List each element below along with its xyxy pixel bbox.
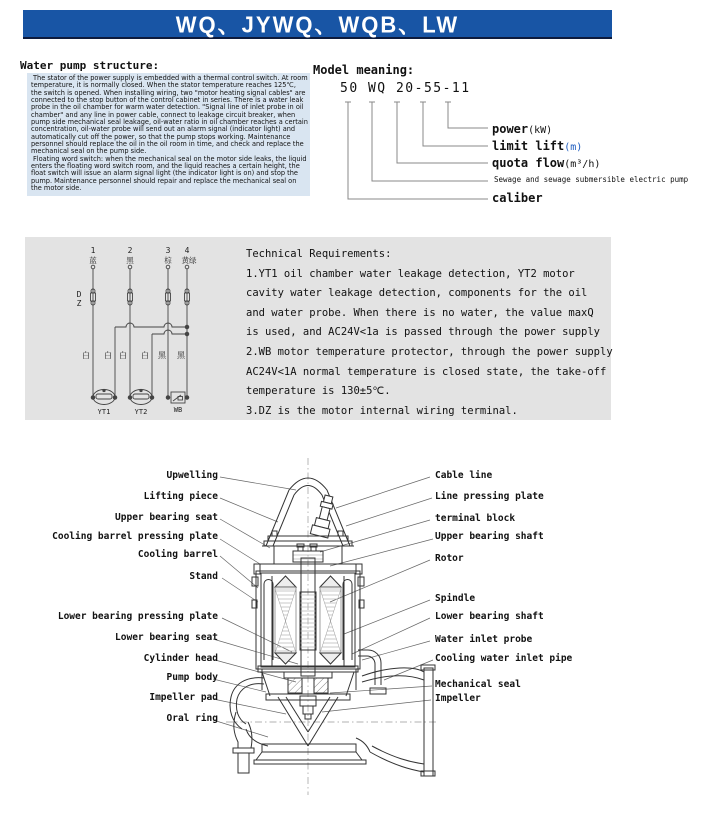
core-label-5: 黑 [158,351,166,360]
label-upper-bearing-seat: Upper bearing seat [115,512,218,523]
label-cooling-water-inlet-pipe: Cooling water inlet pipe [435,653,573,664]
model-code: 50 WQ 20-55-11 [340,81,471,96]
label-lower-bearing-pressing-plate: Lower bearing pressing plate [57,611,218,622]
wb-label: WB [173,406,183,414]
model-meaning-heading: Model meaning: [313,63,415,77]
label-lower-bearing-seat: Lower bearing seat [115,632,218,643]
model-label-pump-type: Sewage and sewage submersible electric pump [494,175,689,184]
model-label-caliber: caliber [492,191,543,205]
core-label-3: 白 [119,351,127,360]
label-line-pressing-plate: Line pressing plate [435,491,544,502]
model-label-power: power(kW) [492,122,553,136]
label-mechanical-seal: Mechanical seal [435,679,521,690]
label-stand: Stand [189,571,218,582]
model-label-quota-flow: quota flow(m³/h) [492,156,601,170]
left-outlet-pipe [230,678,264,773]
tech-line: is used, and AC24V<1a is passed through the power supply [246,326,601,339]
terminal-number-3: 3 [165,246,171,255]
label-cable-line: Cable line [435,470,493,481]
tech-line: and water probe. When there is no water, the value maxQ [246,306,594,319]
terminal-number-2: 2 [127,246,133,255]
cooling-water-pipe [358,650,386,694]
label-impeller-pad: Impeller pad [149,692,218,703]
yt2-probe-symbol [128,389,154,404]
tech-heading: Technical Requirements: [246,248,392,260]
label-spindle: Spindle [435,593,476,604]
wb-protector-symbol [166,392,189,403]
label-cylinder-head: Cylinder head [143,653,218,664]
label-lifting-piece: Lifting piece [143,491,218,502]
header-banner [23,10,612,39]
cable-gland [310,494,337,538]
core-label-1: 白 [82,351,90,360]
label-pump-body: Pump body [166,672,218,683]
label-rotor: Rotor [435,553,464,564]
label-terminal-block: terminal block [435,513,516,524]
dz-label-d: D [76,290,82,299]
core-label-4: 白 [141,351,149,360]
label-cooling-barrel: Cooling barrel [137,549,218,560]
wire-color-brown: 棕 [164,256,172,265]
structure-para-2: Floating word switch: when the mechanical seal on the motor side leaks, the liquid enters the floating word switch room, and the liquid reaches a certain height, the float switch will issue an alarm signal light (the indicator light is on) and stop the pump. Maintenance personnel should repair and replace the mechanical seal on the motor side. [31,154,307,193]
tech-line: temperature is 130±5℃. [246,385,391,398]
terminal-number-1: 1 [90,246,96,255]
structure-paragraphs [27,73,310,196]
yt1-probe-symbol [91,389,117,404]
label-lower-bearing-shaft: Lower bearing shaft [435,611,544,622]
right-outlet-bell [362,665,435,776]
yt1-label: YT1 [97,408,111,416]
structure-heading: Water pump structure: [20,59,160,72]
wiring-diagram [25,237,245,420]
technical-requirements [246,245,616,421]
dz-terminal-symbols [91,289,190,305]
label-cooling-barrel-pressing-plate: Cooling barrel pressing plate [52,531,218,542]
label-upper-bearing-shaft: Upper bearing shaft [435,531,544,542]
terminal-number-4: 4 [184,246,190,255]
page-title: WQ、JYWQ、WQB、LW [175,11,460,38]
tech-line: cavity water leakage detection, components for the oil [246,287,588,300]
label-water-inlet-probe: Water inlet probe [435,634,533,645]
wire-color-yellowgreen: 黄绿 [181,256,197,265]
yt2-label: YT2 [134,408,148,416]
tech-line: AC24V<1A normal temperature is closed state, the take-off [246,365,607,378]
wire-color-blue: 蓝 [89,256,97,265]
core-label-6: 黑 [177,351,185,360]
tech-line: 2.WB motor temperature protector, through the power supply [246,345,613,358]
dz-label-z: Z [76,299,82,308]
structure-para-1: The stator of the power supply is embedded with a thermal control switch. At room temperature, it is normally closed. When the stator temperature reaches 125℃, the switch is opened. When installing wiring, two "motor heating signal cables" are connected to the stop button of the control cabinet in series. There is a water leak probe in the oil chamber for warm water detection. "Signal line of inlet probe in oil chamber" and any line in power cable, connect to leakage circuit breaker, when pump side mechanical seal leakage, oil-water ratio in oil chamber reaches a certain concentration, oil-water probe will send out an alarm signal (indicator light) and automatically cut off the power, so that the pump stops working. Maintenance personnel should replace the oil in the oil room in time, and check and replace the mechanical seal on the pump side. [31,74,308,156]
tech-line: 1.YT1 oil chamber water leakage detection, YT2 motor [246,267,575,280]
core-label-2: 白 [104,351,112,360]
model-label-limit-lift: limit lift(m) [492,139,583,153]
label-impeller: Impeller [435,693,481,704]
label-oral-ring: Oral ring [166,713,218,724]
tech-line: 3.DZ is the motor internal wiring terminal. [246,404,518,417]
label-upwelling: Upwelling [166,470,218,481]
wire-color-black: 黑 [126,256,134,265]
